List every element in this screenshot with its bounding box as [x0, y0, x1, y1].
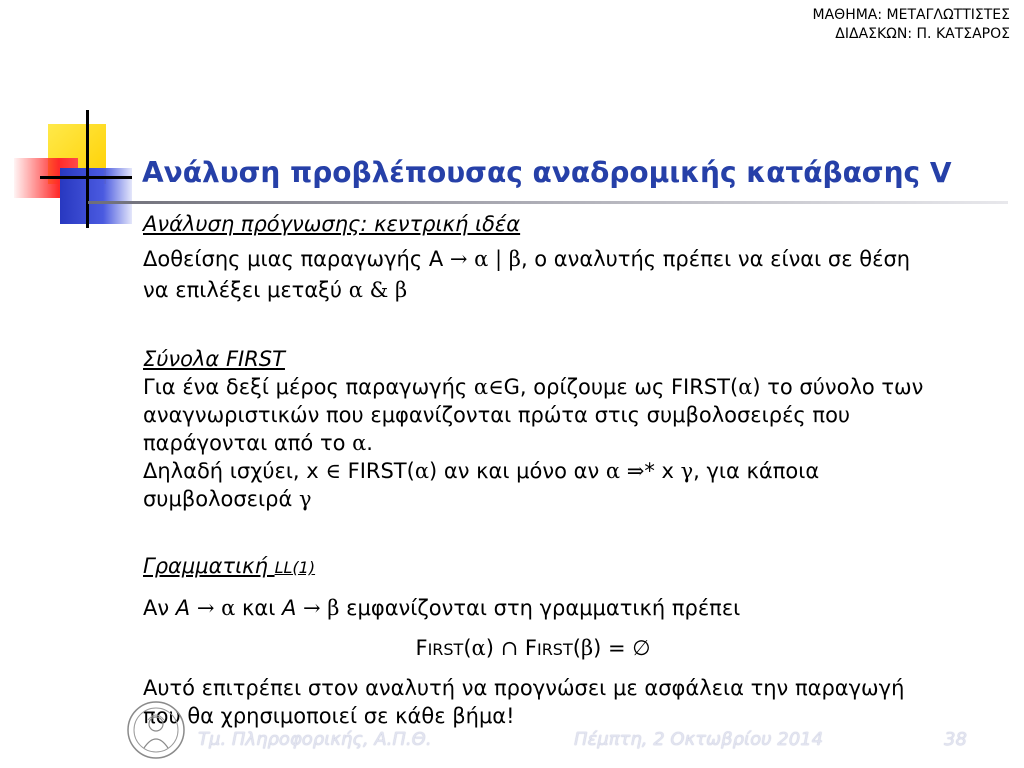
paragraph: Για ένα δεξί μέρος παραγωγής α∈G, ορίζουμε ως FIRST(α) το σύνολο των αναγνωριστικών που εμφανίζονται πρώτα στις συμβολοσειρές που παράγονται από το α. Δηλαδή ισχύει, x ∈ FIRST(α) αν και μόνο αν α ⇒* x γ, για κάποια συμβολοσειρά γ — [143, 375, 924, 511]
footer-date: Πέμπτη, 2 Οκτωβρίου 2014 — [574, 729, 824, 750]
slide-body — [143, 210, 1003, 730]
footer-department: Τμ. Πληροφορικής, Α.Π.Θ. — [198, 729, 432, 750]
title-divider — [88, 201, 1008, 204]
deco-vertical-line — [86, 110, 89, 228]
course-header — [813, 6, 1010, 44]
deco-horizontal-line — [40, 176, 132, 179]
paragraph: Αν A → α και A → β εμφανίζονται στη γραμματική πρέπει — [143, 596, 741, 620]
paragraph: Δοθείσης μιας παραγωγής A → α | β, ο αναλυτής πρέπει να είναι σε θέση να επιλέξει μεταξύ α & β — [143, 247, 911, 302]
university-seal-icon — [126, 700, 186, 760]
footer-page-number: 38 — [944, 729, 967, 750]
section-heading: Σύνολα FIRST — [143, 347, 285, 371]
instructor-name: ΔΙΔΑΣΚΩΝ: Π. ΚΑΤΣΑΡΟΣ — [835, 26, 1010, 42]
section-heading: Γραμματική LL(1) — [143, 554, 316, 578]
slide-title: Ανάλυση προβλέπουσας αναδρομικής κατάβασης V — [142, 156, 952, 189]
first-set-formula: FIRST(α) ∩ FIRST(β) = ∅ — [415, 636, 651, 660]
paragraph: Αυτό επιτρέπει στον αναλυτή να προγνώσει με ασφάλεια την παραγωγή που θα χρησιμοποιεί σε κάθε βήμα! — [143, 676, 905, 728]
section-heading: Ανάλυση πρόγνωσης: κεντρική ιδέα — [143, 212, 521, 236]
course-name: ΜΑΘΗΜΑ: ΜΕΤΑΓΛΩΤΤΙΣΤΕΣ — [812, 7, 1010, 23]
